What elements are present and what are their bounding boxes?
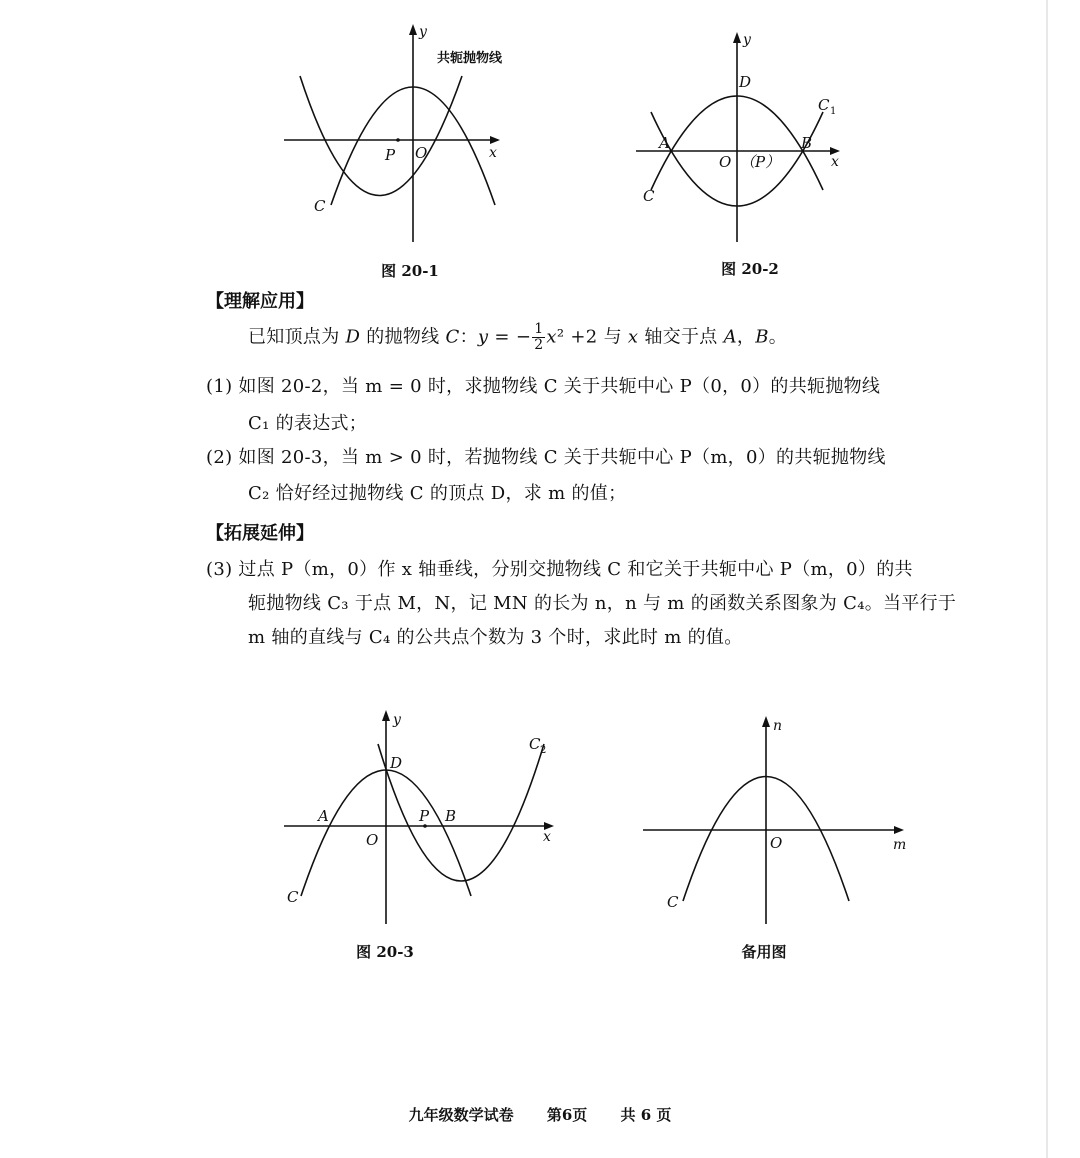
fig4-label-n: n: [773, 718, 783, 734]
footer-subject: 九年级数学试卷: [408, 1106, 514, 1124]
fig3-caption: 图 20-3: [356, 943, 414, 961]
fig1-annotation: 共轭抛物线: [437, 51, 503, 66]
fig2-label-c1-sub: 1: [830, 106, 837, 117]
q1-line1: (1) 如图 20-2，当 m = 0 时，求抛物线 C 关于共轭中心 P（0，0）的共轭抛物线: [206, 376, 881, 397]
section-understand-heading: 【理解应用】: [206, 291, 314, 312]
fig1-label-y: y: [419, 24, 427, 40]
fig2-label-y: y: [743, 32, 751, 48]
intro-fraction: $\frac{1}{2}$: [534, 321, 544, 353]
fig2-label-c1: C: [818, 96, 830, 114]
fig3-label-y: y: [393, 712, 401, 728]
q3-line3: m 轴的直线与 C₄ 的公共点个数为 3 个时，求此时 m 的值。: [248, 627, 743, 648]
footer-total: 共 6 页: [620, 1106, 672, 1124]
fig2-label-c: C: [643, 187, 655, 205]
fig4-n-arrow: [762, 716, 770, 727]
fig3-label-p: P: [419, 807, 430, 825]
fig1-y-arrow: [409, 24, 417, 35]
figure-20-3-and-backup: [0, 690, 1080, 940]
fig3-parabola-c2: [378, 744, 547, 881]
fig4-label-o: O: [770, 834, 783, 852]
fig4-label-m: m: [893, 837, 907, 853]
fig3-label-b: B: [445, 807, 457, 825]
fig3-label-o: O: [366, 831, 379, 849]
fig2-label-b: B: [801, 134, 813, 152]
fig3-label-x: x: [543, 829, 551, 845]
fig2-caption: 图 20-2: [721, 260, 779, 278]
fig2-label-x: x: [831, 154, 839, 170]
footer-page: 第6页: [546, 1106, 588, 1124]
fig3-label-c2-sub: 2: [540, 745, 547, 756]
fig1-x-arrow: [490, 136, 500, 144]
fig4-caption: 备用图: [741, 943, 787, 961]
fig2-label-o: O: [719, 153, 732, 171]
fig3-label-a: A: [318, 807, 329, 825]
fig1-label-p: P: [385, 146, 396, 164]
page-footer: [0, 1104, 1080, 1125]
fig1-parabola-c: [300, 76, 462, 196]
q3-line1: (3) 过点 P（m，0）作 x 轴垂线，分别交抛物线 C 和它关于共轭中心 P（m，0）的共: [206, 559, 913, 580]
fig1-label-c: C: [314, 197, 326, 215]
fig3-label-d: D: [390, 754, 403, 772]
q2-line2: C₂ 恰好经过抛物线 C 的顶点 D，求 m 的值；: [248, 483, 627, 504]
fig2-label-d: D: [739, 73, 752, 91]
figure-20-1: [0, 0, 1080, 300]
fig3-y-arrow: [382, 710, 390, 721]
fig2-label-p: （P）: [740, 153, 781, 171]
fig1-caption: 图 20-1: [381, 262, 439, 280]
fig3-label-c: C: [287, 888, 299, 906]
fig3-label-c2: C: [529, 735, 541, 753]
fig1-label-x: x: [489, 145, 497, 161]
fig2-y-arrow: [733, 32, 741, 43]
q1-line2: C₁ 的表达式；: [248, 413, 368, 434]
fig1-label-o: O: [415, 144, 428, 162]
fig4-m-arrow: [894, 826, 904, 834]
q2-line1: (2) 如图 20-3，当 m > 0 时，若抛物线 C 关于共轭中心 P（m，0）的共轭抛物线: [206, 447, 886, 468]
fig2-label-a: A: [659, 134, 670, 152]
fig1-point-p: [396, 138, 400, 142]
section-extend-heading: 【拓展延伸】: [206, 523, 314, 544]
fig4-label-c: C: [667, 893, 679, 911]
q3-line2: 轭抛物线 C₃ 于点 M，N，记 MN 的长为 n，n 与 m 的函数关系图象为 C₄。当平行于: [248, 593, 957, 614]
intro-line: 已知顶点为 D 的抛物线 C：y = − $\frac{1}{2}$ x² +2 与 x 轴交于点 A，B。: [248, 321, 788, 353]
